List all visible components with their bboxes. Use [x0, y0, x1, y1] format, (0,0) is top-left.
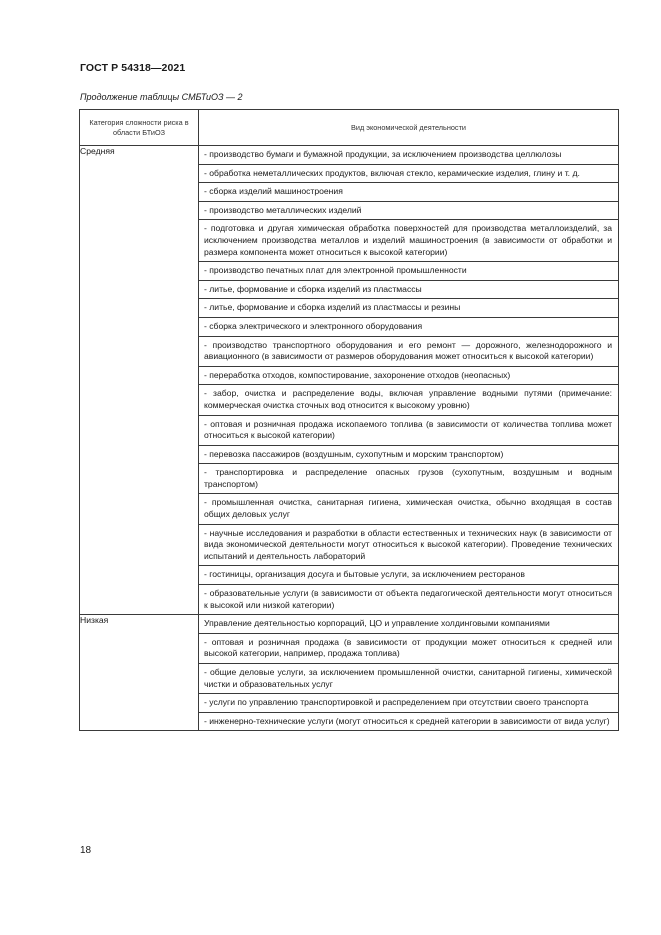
column-header-category: Категория сложности риска в области БТиОЗ — [80, 110, 199, 146]
table-body — [80, 146, 619, 731]
activity-cell: - сборка изделий машиностроения — [199, 183, 619, 202]
activity-cell: - производство металлических изделий — [199, 201, 619, 220]
table-row — [80, 615, 619, 634]
risk-category-table — [79, 109, 619, 731]
category-label: Средняя — [80, 146, 115, 156]
category-cell — [80, 146, 199, 615]
activity-cell: - сборка электрического и электронного оборудования — [199, 317, 619, 336]
activity-cell: - обработка неметаллических продуктов, включая стекло, керамические изделия, глину и т. д. — [199, 164, 619, 183]
activity-cell: - перевозка пассажиров (воздушным, сухопутным и морским транспортом) — [199, 445, 619, 464]
activity-cell: - услуги по управлению транспортировкой и распределением при отсутствии своего транспорта — [199, 694, 619, 713]
activity-cell: - оптовая и розничная продажа (в зависимости от продукции может относиться к средней или высокой категории, например, продажа топлива) — [199, 633, 619, 663]
table-header-row — [80, 110, 619, 146]
activity-cell: - переработка отходов, компостирование, захоронение отходов (неопасных) — [199, 366, 619, 385]
activity-cell: - производство транспортного оборудования и его ремонт — дорожного, железнодорожного и авиационного (в зависимости от размеров оборудования может относиться к высокой категории) — [199, 336, 619, 366]
activity-cell: - научные исследования и разработки в области естественных и технических наук (в зависимости от вида экономической деятельности могут относиться к высокой категории). Проведение технических испытаний и деятельность лабораторий — [199, 524, 619, 566]
activity-cell: - транспортировка и распределение опасных грузов (сухопутным, воздушным и водным транспортом) — [199, 464, 619, 494]
category-cell — [80, 615, 199, 731]
category-label: Низкая — [80, 615, 109, 626]
activity-cell: Управление деятельностью корпораций, ЦО и управление холдинговыми компаниями — [199, 615, 619, 634]
activity-cell: - производство печатных плат для электронной промышленности — [199, 262, 619, 281]
column-header-activity: Вид экономической деятельности — [199, 110, 619, 146]
activity-cell: - образовательные услуги (в зависимости от объекта педагогической деятельности могут относиться к высокой или низкой категории) — [199, 585, 619, 615]
page-number: 18 — [80, 845, 92, 856]
activity-cell: - литье, формование и сборка изделий из пластмассы и резины — [199, 299, 619, 318]
activity-cell: - литье, формование и сборка изделий из пластмассы — [199, 280, 619, 299]
activity-cell: - промышленная очистка, санитарная гигиена, химическая очистка, обычно входящая в состав общих деловых услуг — [199, 494, 619, 524]
activity-cell: - производство бумаги и бумажной продукции, за исключением производства целлюлозы — [199, 146, 619, 165]
activity-cell: - забор, очистка и распределение воды, включая управление водными путями (примечание: коммерческая очистка сточных вод относится к высокому уровню) — [199, 385, 619, 415]
activity-cell: - общие деловые услуги, за исключением промышленной очистки, санитарной гигиены, химической чистки и образовательных услуг — [199, 664, 619, 694]
activity-cell: - инженерно-технические услуги (могут относиться к средней категории в зависимости от вида услуг) — [199, 712, 619, 731]
table-row — [80, 146, 619, 165]
table-caption: Продолжение таблицы СМБТиОЗ — 2 — [80, 92, 243, 102]
activity-cell: - подготовка и другая химическая обработка поверхностей для производства металлоизделий, за исключением производства металлов и изделий машиностроения (в зависимости от обработки и размера компонента может относиться к высокой категории) — [199, 220, 619, 262]
standard-designation: ГОСТ Р 54318—2021 — [80, 62, 186, 74]
activity-cell: - оптовая и розничная продажа ископаемого топлива (в зависимости от количества топлива может относиться к высокой категории) — [199, 415, 619, 445]
activity-cell: - гостиницы, организация досуга и бытовые услуги, за исключением ресторанов — [199, 566, 619, 585]
